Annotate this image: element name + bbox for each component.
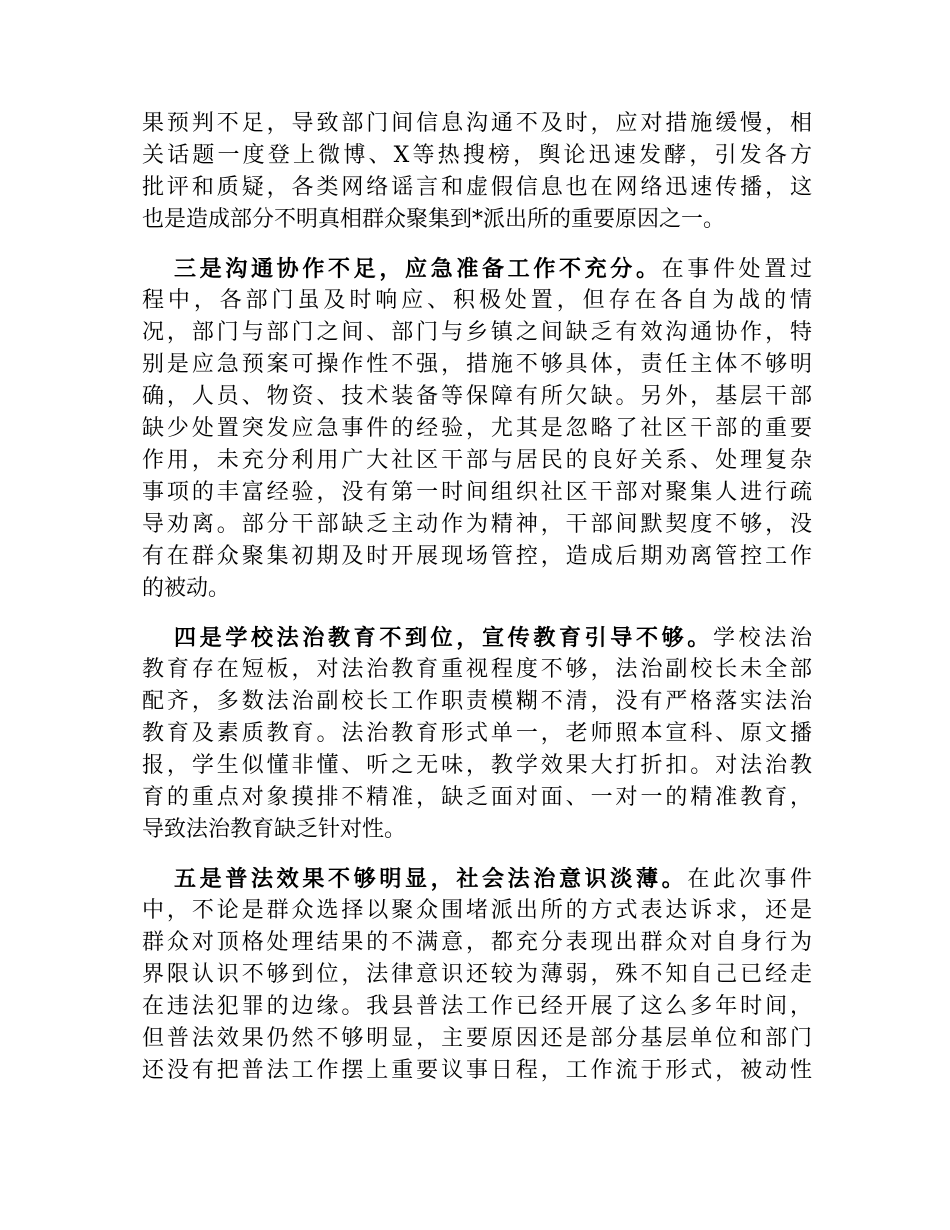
text-line: 的被动。	[142, 576, 231, 601]
text-line	[142, 863, 812, 895]
text-line: 导致法治教育缺乏针对性。	[142, 817, 407, 842]
text-line: 有在群众聚集初期及时开展现场管控，造成后期劝离管控工作	[142, 544, 812, 569]
text-line: 中，不论是群众选择以聚众围堵派出所的方式表达诉求，还是	[142, 898, 812, 923]
paragraph-4	[142, 863, 812, 1087]
text-line: 还没有把普法工作摆上重要议事日程，工作流于形式，被动性	[142, 1058, 812, 1083]
text-line: 在违法犯罪的边缘。我县普法工作已经开展了这么多年时间，	[142, 994, 812, 1019]
paragraph-heading: 四是学校法治教育不到位，宣传教育引导不够。	[174, 625, 713, 651]
paragraph-1	[142, 108, 812, 236]
text-line: 育的重点对象摸排不精准，缺乏面对面、一对一的精准教育，	[142, 785, 812, 810]
text-line	[142, 622, 812, 654]
text-line: 报，学生似懂非懂、听之无味，教学效果大打折扣。对法治教	[142, 753, 812, 778]
paragraph-3	[142, 622, 812, 846]
text-line: 确，人员、物资、技术装备等保障有所欠缺。另外，基层干部	[142, 384, 812, 409]
text-line: 批评和质疑，各类网络谣言和虚假信息也在网络迅速传播，这	[142, 175, 812, 200]
text-run: 在此次事件	[687, 867, 812, 892]
text-line: 别是应急预案可操作性不强，措施不够具体，责任主体不够明	[142, 352, 812, 377]
text-line: 况，部门与部门之间、部门与乡镇之间缺乏有效沟通协作，特	[142, 320, 812, 345]
text-line: 缺少处置突发应急事件的经验，尤其是忽略了社区干部的重要	[142, 416, 812, 441]
text-line: 导劝离。部分干部缺乏主动作为精神，干部间默契度不够，没	[142, 512, 812, 537]
text-line: 程中，各部门虽及时响应、积极处置，但存在各自为战的情	[142, 288, 812, 313]
paragraph-heading: 五是普法效果不够明显，社会法治意识淡薄。	[174, 866, 688, 892]
document-page	[142, 108, 812, 1104]
text-run: 学校法治	[712, 626, 812, 651]
paragraph-heading: 三是沟通协作不足，应急准备工作不充分。	[174, 256, 662, 282]
text-line: 群众对顶格处理结果的不满意，都充分表现出群众对自身行为	[142, 930, 812, 955]
text-line: 也是造成部分不明真相群众聚集到*派出所的重要原因之一。	[142, 207, 726, 232]
text-line: 果预判不足，导致部门间信息沟通不及时，应对措施缓慢，相	[142, 111, 812, 136]
text-run: 在事件处置过	[661, 257, 812, 282]
text-line	[142, 253, 812, 285]
text-line: 界限认识不够到位，法律意识还较为薄弱，殊不知自己已经走	[142, 962, 812, 987]
text-line: 关话题一度登上微博、X等热搜榜，舆论迅速发酵，引发各方	[142, 143, 812, 168]
text-line: 教育及素质教育。法治教育形式单一，老师照本宣科、原文播	[142, 721, 812, 746]
text-line: 教育存在短板，对法治教育重视程度不够，法治副校长未全部	[142, 657, 812, 682]
text-line: 但普法效果仍然不够明显，主要原因还是部分基层单位和部门	[142, 1026, 812, 1051]
text-line: 事项的丰富经验，没有第一时间组织社区干部对聚集人进行疏	[142, 480, 812, 505]
paragraph-2	[142, 253, 812, 605]
text-line: 作用，未充分利用广大社区干部与居民的良好关系、处理复杂	[142, 448, 812, 473]
text-line: 配齐，多数法治副校长工作职责模糊不清，没有严格落实法治	[142, 689, 812, 714]
